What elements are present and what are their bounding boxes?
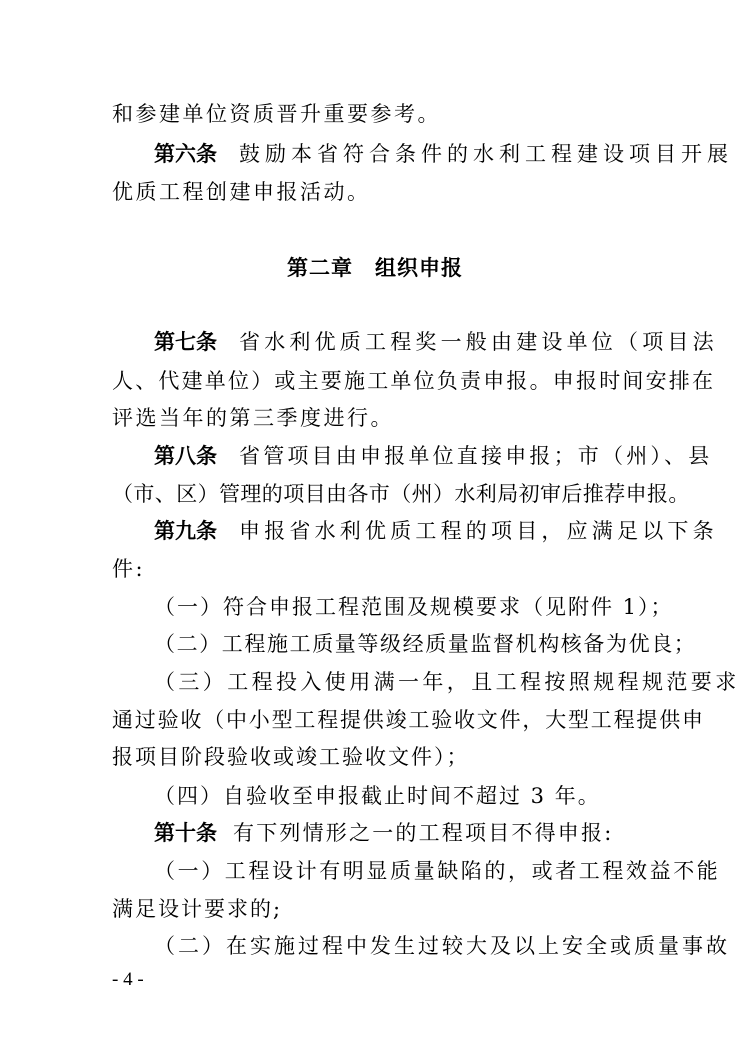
list-item: （二）在实施过程中发生过较大及以上安全或质量事故 (154, 934, 730, 958)
article-text: 有下列情形之一的工程项目不得申报: (233, 821, 614, 845)
paragraph-line: 满足设计要求的; (112, 897, 283, 921)
list-item: （一）符合申报工程范围及规模要求（见附件 1）； (154, 595, 674, 619)
list-item: （三）工程投入使用满一年，且工程按照规程规范要求 (154, 670, 740, 694)
chapter-title: 第二章 组织申报 (287, 256, 463, 280)
article-label: 第七条 (154, 330, 217, 354)
list-item: （二）工程施工质量等级经质量监督机构核备为优良； (154, 632, 697, 656)
page-number: - 4 - (112, 969, 144, 990)
article-text: 省水利优质工程奖一般由建设单位（项目法 (239, 330, 718, 354)
article-text: 省管项目由申报单位直接申报；市（州）、县 (239, 444, 713, 468)
article-text: 申报省水利优质工程的项目，应满足以下条 (239, 519, 718, 543)
paragraph-line: 人、代建单位）或主要施工单位负责申报。申报时间安排在 (112, 369, 716, 393)
article-label: 第九条 (154, 519, 217, 543)
article-6-first-line (112, 141, 733, 167)
paragraph-line: 和参建单位资质晋升重要参考。 (112, 102, 441, 126)
paragraph-line: 评选当年的第三季度进行。 (112, 406, 394, 430)
paragraph-line: 报项目阶段验收或竣工验收文件）； (112, 745, 470, 769)
article-label: 第六条 (154, 142, 217, 166)
paragraph-line: （市、区）管理的项目由各市（州）水利局初审后推荐申报。 (112, 482, 690, 506)
article-label: 第十条 (154, 821, 217, 845)
paragraph-line: 件: (112, 557, 146, 581)
article-text: 鼓励本省符合条件的水利工程建设项目开展 (239, 142, 733, 166)
article-label: 第八条 (154, 444, 217, 468)
article-8-first-line (154, 443, 713, 469)
list-item: （四）自验收至申报截止时间不超过 3 年。 (154, 784, 601, 808)
paragraph-line: 通过验收（中小型工程提供竣工验收文件，大型工程提供申 (112, 708, 705, 732)
article-10-first-line (154, 820, 613, 846)
article-9-first-line (154, 518, 718, 544)
paragraph-line: 优质工程创建申报活动。 (112, 180, 371, 204)
list-item: （一）工程设计有明显质量缺陷的，或者工程效益不能 (154, 859, 721, 883)
article-7-first-line (154, 329, 718, 355)
